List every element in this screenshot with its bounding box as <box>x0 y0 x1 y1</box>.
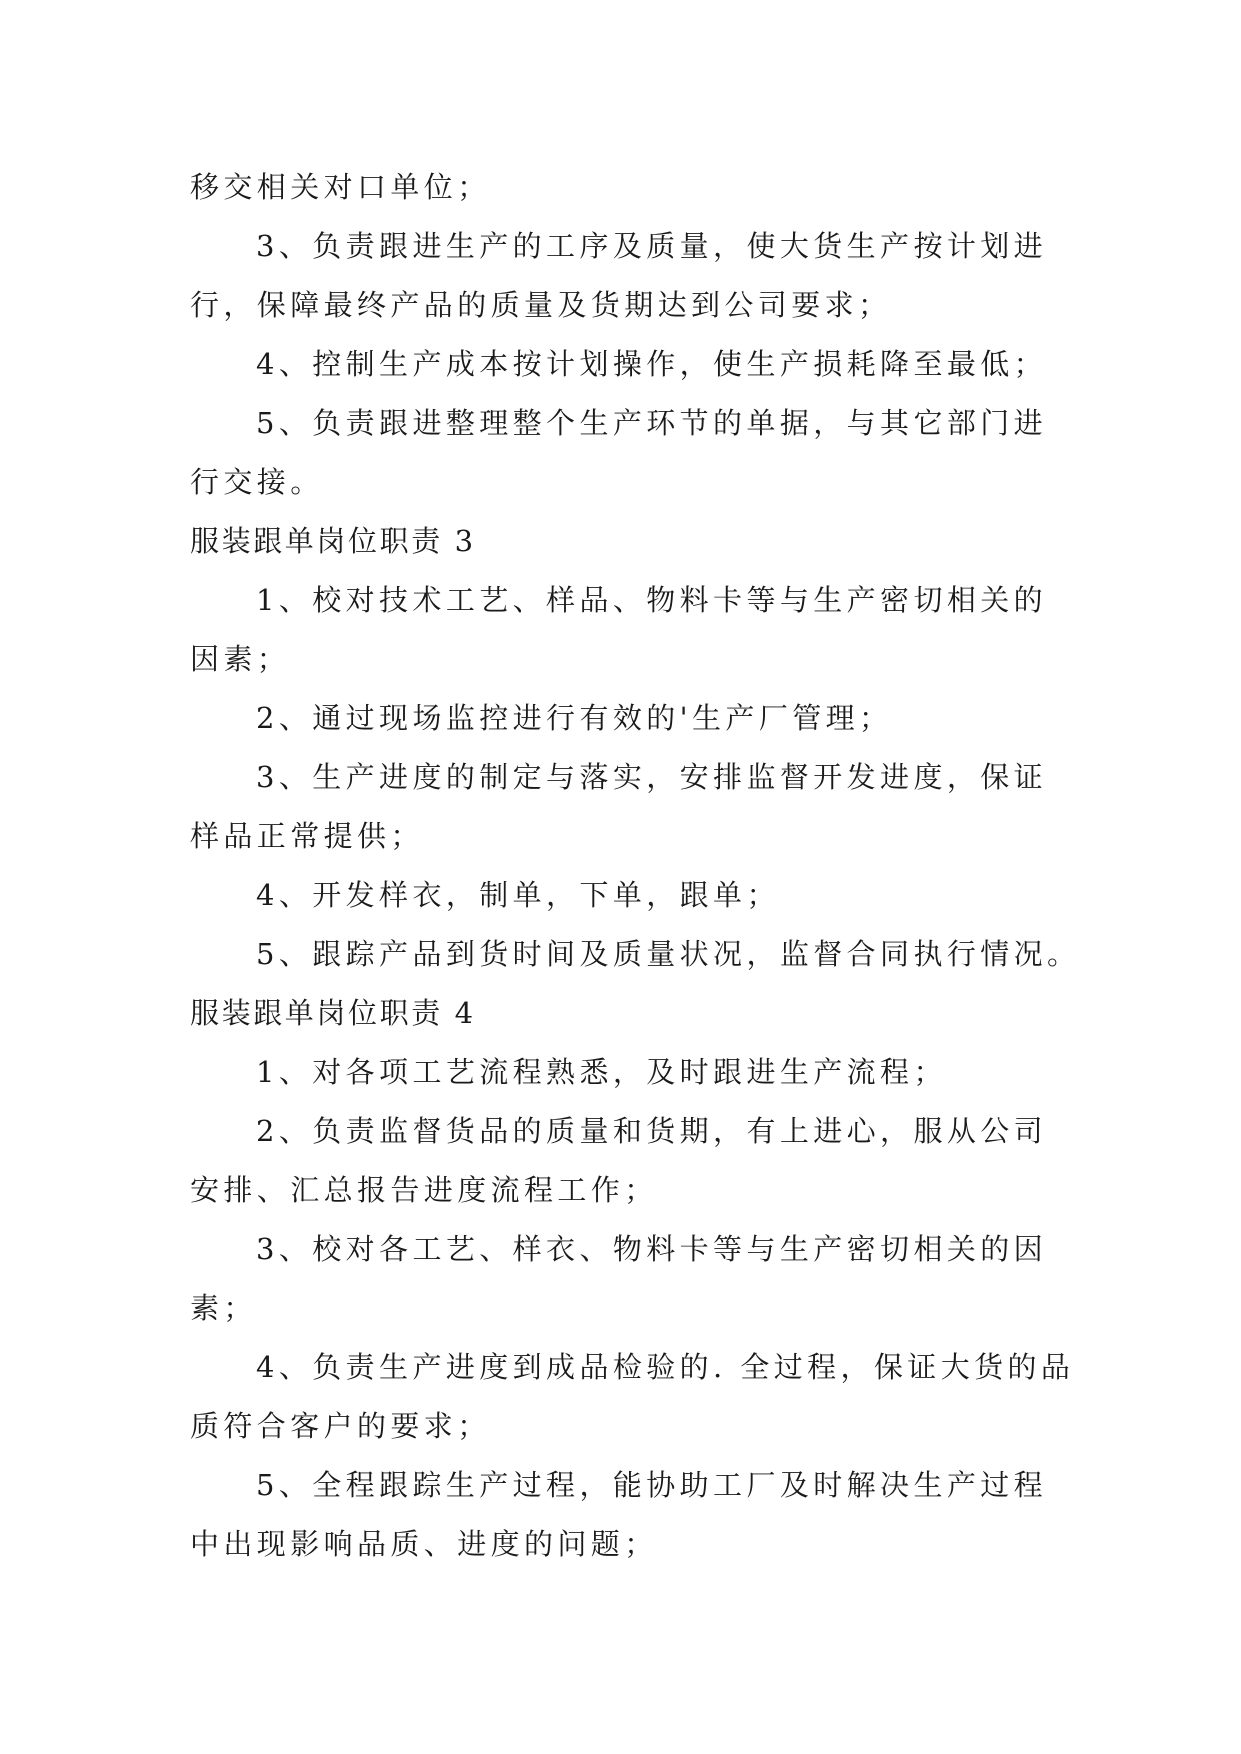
paragraph-line: 1、校对技术工艺、样品、物料卡等与生产密切相关的 <box>256 583 1048 617</box>
paragraph-line: 因素； <box>190 642 291 676</box>
paragraph-line: 中出现影响品质、进度的问题； <box>190 1527 658 1561</box>
paragraph-line: 质符合客户的要求； <box>190 1409 491 1443</box>
paragraph-line: 行，保障最终产品的质量及货期达到公司要求； <box>190 288 892 322</box>
paragraph-line: 3、负责跟进生产的工序及质量，使大货生产按计划进 <box>256 229 1048 263</box>
paragraph-line: 行交接。 <box>190 465 324 499</box>
document-page <box>190 158 1081 1574</box>
paragraph-line: 安排、汇总报告进度流程工作； <box>190 1173 658 1207</box>
paragraph-line: 5、负责跟进整理整个生产环节的单据，与其它部门进 <box>256 406 1048 440</box>
paragraph-line: 1、对各项工艺流程熟悉，及时跟进生产流程； <box>256 1055 947 1089</box>
section-heading: 服装跟单岗位职责 3 <box>190 524 476 558</box>
paragraph-line: 样品正常提供； <box>190 819 424 853</box>
paragraph-line: 移交相关对口单位； <box>190 170 491 204</box>
paragraph-line: 4、控制生产成本按计划操作，使生产损耗降至最低； <box>256 347 1048 381</box>
paragraph-line: 3、校对各工艺、样衣、物料卡等与生产密切相关的因 <box>256 1232 1048 1266</box>
section-heading: 服装跟单岗位职责 4 <box>190 996 476 1030</box>
paragraph-line: 4、开发样衣，制单，下单，跟单； <box>256 878 780 912</box>
paragraph-line: 4、负责生产进度到成品检验的. 全过程，保证大货的品 <box>256 1350 1075 1384</box>
paragraph-line: 3、生产进度的制定与落实，安排监督开发进度，保证 <box>256 760 1048 794</box>
paragraph-line: 素； <box>190 1291 257 1325</box>
paragraph-line: 2、通过现场监控进行有效的'生产厂管理； <box>256 701 893 735</box>
paragraph-line: 5、全程跟踪生产过程，能协助工厂及时解决生产过程 <box>256 1468 1048 1502</box>
paragraph-line: 5、跟踪产品到货时间及质量状况，监督合同执行情况。 <box>256 937 1081 971</box>
paragraph-line: 2、负责监督货品的质量和货期，有上进心，服从公司 <box>256 1114 1048 1148</box>
